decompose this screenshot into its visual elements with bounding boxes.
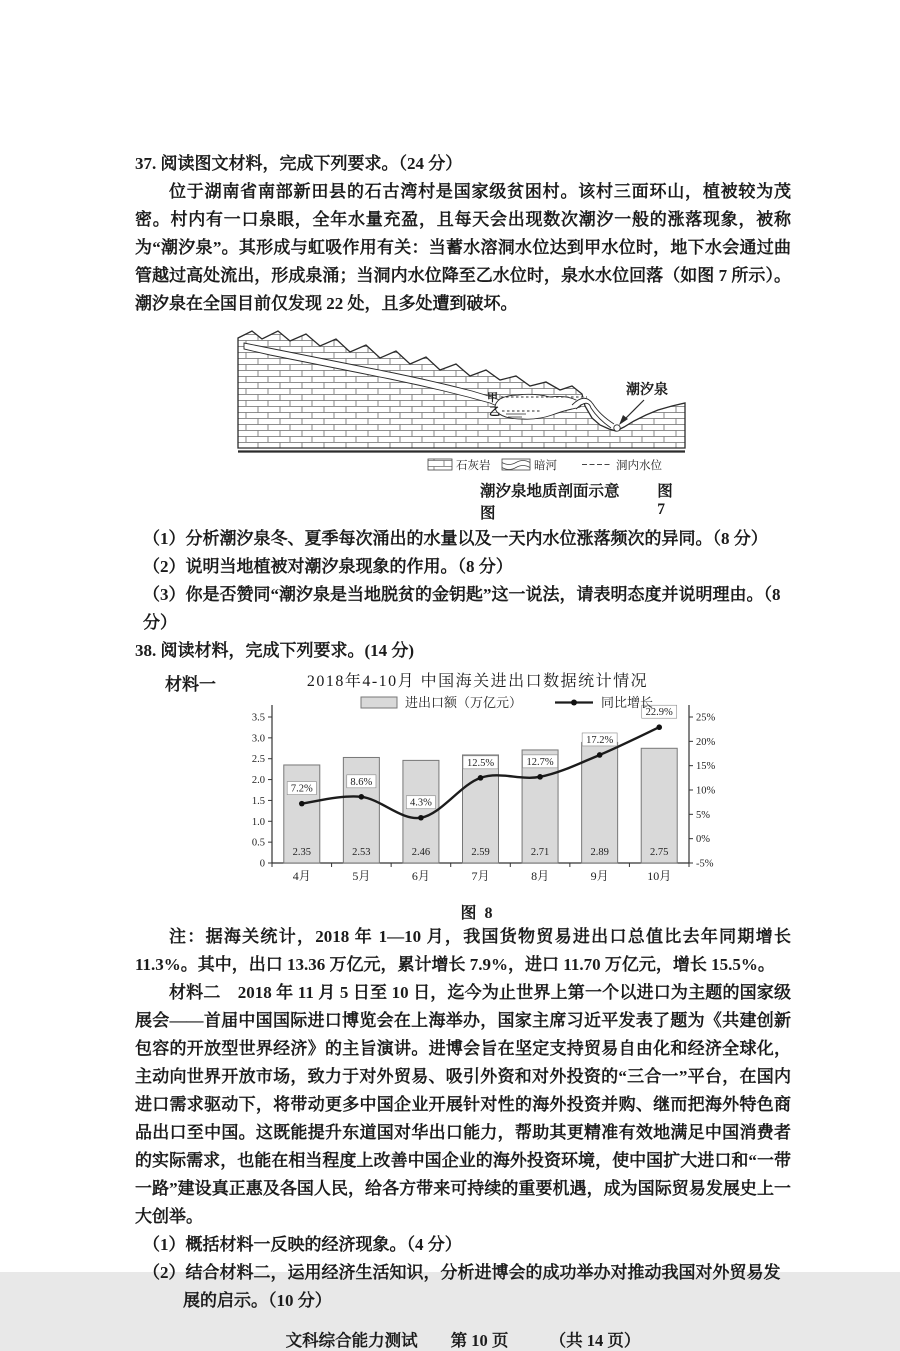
svg-text:15%: 15% [696, 761, 716, 773]
material-2-text: 材料二 2018 年 11 月 5 日至 10 日，迄今为止世界上第一个以进口为主题的国家级展会——首届中国国际进口博览会在上海举办，国家主席习近平发表了题为《共建创新包容的开放型世界经济》的主旨演讲。进博会旨在坚定支持贸易自由化和经济全球化，主动向世界开放市场，致力于对外贸易、吸引外资和对外投资的“三合一”平台，在国内进口需求驱动下，将带动更多中国企业开展针对性的海外投资并购、继而把海外特色商品出口至中国。这既能提升东道国对华出口能力，帮助其更精准有效地满足中国消费者的实际需求，也能在相当程度上改善中国企业的海外投资环境，使中国扩大进口和“一带一路”建设真正惠及各国人民，给各方带来可持续的重要机遇，成为国际贸易发展史上一大创举。 [135, 983, 791, 1226]
figure-8 [165, 668, 730, 923]
svg-text:2.35: 2.35 [292, 847, 311, 858]
svg-text:3.0: 3.0 [251, 733, 265, 745]
svg-text:2.71: 2.71 [530, 847, 550, 858]
svg-text:17.2%: 17.2% [586, 734, 614, 746]
svg-text:2.53: 2.53 [352, 847, 371, 858]
figure7-caption-text: 潮汐泉地质剖面示意图 [480, 483, 620, 522]
svg-text:25%: 25% [696, 712, 716, 724]
svg-text:1.5: 1.5 [251, 795, 265, 807]
legend-water-level-label: 洞内水位 [616, 460, 662, 472]
svg-text:2.75: 2.75 [650, 847, 669, 858]
page-footer: 文科综合能力测试 第 10 页 （共 14 页） [285, 1331, 641, 1350]
q38-subquestion-2: （2）结合材料二，运用经济生活知识，分析进博会的成功举办对推动我国对外贸易发展的启示。（10 分） [143, 1263, 781, 1310]
chart-title: 2018年4-10月 中国海关进出口数据统计情况 [306, 673, 649, 690]
svg-text:2.5: 2.5 [251, 754, 265, 766]
svg-text:-5%: -5% [696, 858, 714, 870]
question-38-heading: 38. 阅读材料，完成下列要求。(14 分) [135, 641, 415, 660]
chart-note-text: 注：据海关统计，2018 年 1—10 月，我国货物贸易进出口总值比去年同期增长 11.3%。其中，出口 13.36 万亿元，累计增长 7.9%，进口 11.70 万亿元，增长 15.5%。 [135, 927, 791, 974]
q37-subquestion-2: （2）说明当地植被对潮汐泉现象的作用。（8 分） [143, 557, 513, 576]
legend-river-label: 暗河 [534, 460, 557, 472]
svg-text:4.3%: 4.3% [409, 797, 432, 809]
svg-text:2.89: 2.89 [590, 847, 609, 858]
figure7-geological-diagram [230, 322, 690, 478]
svg-text:12.5%: 12.5% [466, 757, 495, 769]
figure8-number: 图 8 [460, 905, 495, 922]
spring-outlet [614, 425, 620, 431]
svg-text:10月: 10月 [647, 869, 672, 883]
svg-text:9月: 9月 [590, 869, 609, 883]
svg-text:2.59: 2.59 [471, 847, 490, 858]
svg-text:22.9%: 22.9% [645, 707, 673, 719]
svg-text:进出口额（万亿元）: 进出口额（万亿元） [405, 695, 523, 710]
question-37-heading: 37. 阅读图文材料，完成下列要求。（24 分） [135, 154, 463, 173]
legend-limestone-label: 石灰岩 [456, 460, 491, 472]
svg-text:0.5: 0.5 [251, 837, 265, 849]
water-level-jia-label: 甲 [487, 392, 498, 404]
figure7-number: 图 7 [657, 483, 675, 518]
svg-text:5%: 5% [696, 809, 710, 821]
svg-text:8月: 8月 [531, 869, 550, 883]
q37-subquestion-3: （3）你是否赞同“潮汐泉是当地脱贫的金钥匙”这一说法，请表明态度并说明理由。（8 分） [143, 585, 781, 632]
svg-text:6月: 6月 [411, 869, 430, 883]
svg-text:0%: 0% [696, 834, 710, 846]
svg-text:2.46: 2.46 [411, 847, 431, 858]
svg-text:7.2%: 7.2% [290, 783, 313, 795]
svg-text:同比增长: 同比增长 [601, 695, 654, 710]
limestone-pattern-icon [428, 459, 452, 470]
svg-text:3.5: 3.5 [251, 712, 265, 724]
spring-arrowhead-icon [619, 415, 628, 425]
svg-text:10%: 10% [696, 785, 716, 797]
svg-text:7月: 7月 [471, 869, 490, 883]
svg-text:4月: 4月 [292, 869, 311, 883]
figure7-legend [428, 458, 662, 472]
customs-import-export-chart [225, 693, 730, 899]
water-level-yi-label: 乙 [489, 406, 500, 418]
svg-text:2.0: 2.0 [251, 775, 265, 787]
svg-text:8.6%: 8.6% [350, 776, 373, 788]
q37-subquestion-1: （1）分析潮汐泉冬、夏季每次涌出的水量以及一天内水位涨落频次的异同。（8 分） [143, 529, 768, 548]
question-37-material-text: 位于湖南省南部新田县的石古湾村是国家级贫困村。该村三面环山，植被较为茂密。村内有一口泉眼，全年水量充盈，且每天会出现数次潮汐一般的涨落现象，被称为“潮汐泉”。其形成与虹吸作用有关：当蓄水溶洞水位达到甲水位时，地下水会通过曲管越过高处流出，形成泉涌；当洞内水位降至乙水位时，泉水水位回落（如图 7 所示）。潮汐泉在全国目前仅发现 22 处，且多处遭到破坏。 [135, 182, 791, 313]
figure7-caption [230, 479, 690, 523]
spring-label: 潮汐泉 [626, 383, 668, 398]
svg-text:1.0: 1.0 [251, 816, 265, 828]
svg-text:0: 0 [259, 858, 265, 870]
q38-subquestion-1: （1）概括材料一反映的经济现象。（4 分） [143, 1235, 462, 1254]
svg-text:5月: 5月 [352, 869, 371, 883]
page-content [135, 150, 791, 1351]
material-1-label: 材料一 [165, 675, 216, 694]
svg-text:12.7%: 12.7% [526, 756, 554, 768]
svg-text:20%: 20% [696, 736, 716, 748]
figure-7 [230, 322, 690, 523]
